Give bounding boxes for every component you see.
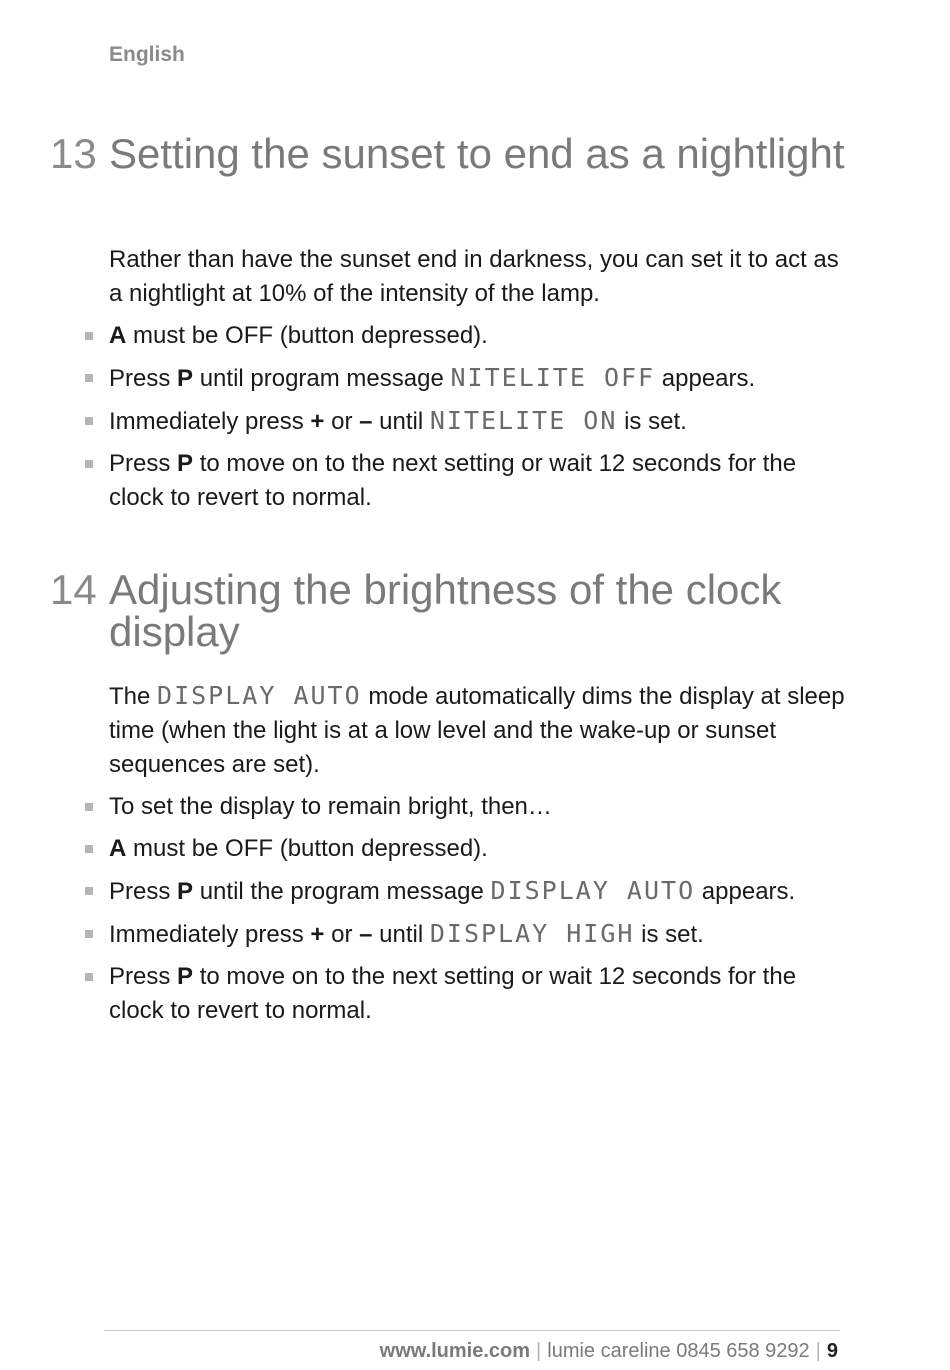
- text-run: Immediately press: [109, 921, 311, 948]
- text-run: until: [372, 408, 430, 435]
- text-run: appears.: [695, 878, 796, 905]
- language-label: English: [109, 43, 185, 66]
- text-run: mode automatically dims the display at sleep time (when the light is at a low level and the wake-up or sunset sequences are set).: [109, 683, 845, 778]
- footer-careline: lumie careline 0845 658 9292: [547, 1340, 810, 1362]
- footer-divider: [104, 1330, 840, 1331]
- lcd-message: NITELITE ON: [429, 406, 618, 435]
- list-item: [109, 404, 849, 439]
- section-title: Adjusting the brightness of the clock display: [109, 566, 782, 655]
- section-intro: [109, 243, 849, 311]
- section-heading: [0, 130, 950, 219]
- text-run: is set.: [617, 408, 687, 435]
- list-item: [109, 790, 849, 824]
- text-run: to move on to the next setting or wait 12 seconds for the clock to revert to normal.: [109, 963, 797, 1024]
- key-label: P: [177, 365, 194, 392]
- key-label: +: [310, 408, 325, 435]
- footer-separator: |: [815, 1340, 821, 1362]
- text-run: To set the display to remain bright, then…: [109, 793, 552, 820]
- section-13: [0, 130, 950, 515]
- key-label: P: [177, 450, 194, 477]
- bullet-square-icon: [85, 930, 93, 938]
- page-number: 9: [826, 1340, 838, 1362]
- text-run: until program message: [193, 365, 451, 392]
- text-run: is set.: [634, 921, 704, 948]
- list-item: [109, 319, 849, 353]
- lcd-message: DISPLAY AUTO: [157, 681, 362, 710]
- bullet-square-icon: [85, 460, 93, 468]
- instruction-list: [0, 790, 950, 1028]
- list-item: [109, 917, 849, 952]
- text-run: Press: [109, 365, 178, 392]
- list-item: [109, 361, 849, 396]
- text-run: must be OFF (button depressed).: [126, 835, 488, 862]
- text-run: or: [324, 921, 360, 948]
- text-run: or: [324, 408, 360, 435]
- section-number: 13: [50, 130, 97, 177]
- instruction-list: [0, 319, 950, 515]
- section-number: 14: [50, 566, 97, 613]
- list-item: [109, 874, 849, 909]
- text-run: Press: [109, 963, 178, 990]
- footer-separator: |: [536, 1340, 542, 1362]
- bullet-square-icon: [85, 332, 93, 340]
- lcd-message: DISPLAY HIGH: [429, 919, 635, 948]
- text-run: Press: [109, 450, 178, 477]
- list-item: [109, 960, 849, 1028]
- section-title: Setting the sunset to end as a nightlight: [109, 130, 845, 177]
- list-item: [109, 447, 849, 515]
- bullet-square-icon: [85, 374, 93, 382]
- list-item: [109, 832, 849, 866]
- text-run: to move on to the next setting or wait 12 seconds for the clock to revert to normal.: [109, 450, 797, 511]
- lcd-message: NITELITE OFF: [450, 363, 656, 392]
- section-14: [0, 566, 950, 1028]
- key-label: –: [359, 921, 373, 948]
- section-heading: [0, 566, 950, 655]
- bullet-square-icon: [85, 973, 93, 981]
- text-run: Press: [109, 878, 178, 905]
- footer-url[interactable]: www.lumie.com: [379, 1340, 531, 1362]
- text-run: appears.: [655, 365, 756, 392]
- page-footer: [380, 1340, 838, 1363]
- section-intro: [109, 679, 849, 782]
- text-run: until: [372, 921, 430, 948]
- key-label: +: [310, 921, 325, 948]
- text-run: The: [109, 683, 158, 710]
- text-run: must be OFF (button depressed).: [126, 322, 488, 349]
- bullet-square-icon: [85, 803, 93, 811]
- key-label: –: [359, 408, 373, 435]
- key-label: P: [177, 878, 194, 905]
- text-run: until the program message: [193, 878, 491, 905]
- bullet-square-icon: [85, 417, 93, 425]
- key-label: A: [109, 322, 127, 349]
- bullet-square-icon: [85, 845, 93, 853]
- key-label: A: [109, 835, 127, 862]
- lcd-message: DISPLAY AUTO: [490, 876, 696, 905]
- key-label: P: [177, 963, 194, 990]
- bullet-square-icon: [85, 887, 93, 895]
- text-run: Rather than have the sunset end in darkness, you can set it to act as a nightlight at 10% of the intensity of the lamp.: [109, 246, 839, 307]
- text-run: Immediately press: [109, 408, 311, 435]
